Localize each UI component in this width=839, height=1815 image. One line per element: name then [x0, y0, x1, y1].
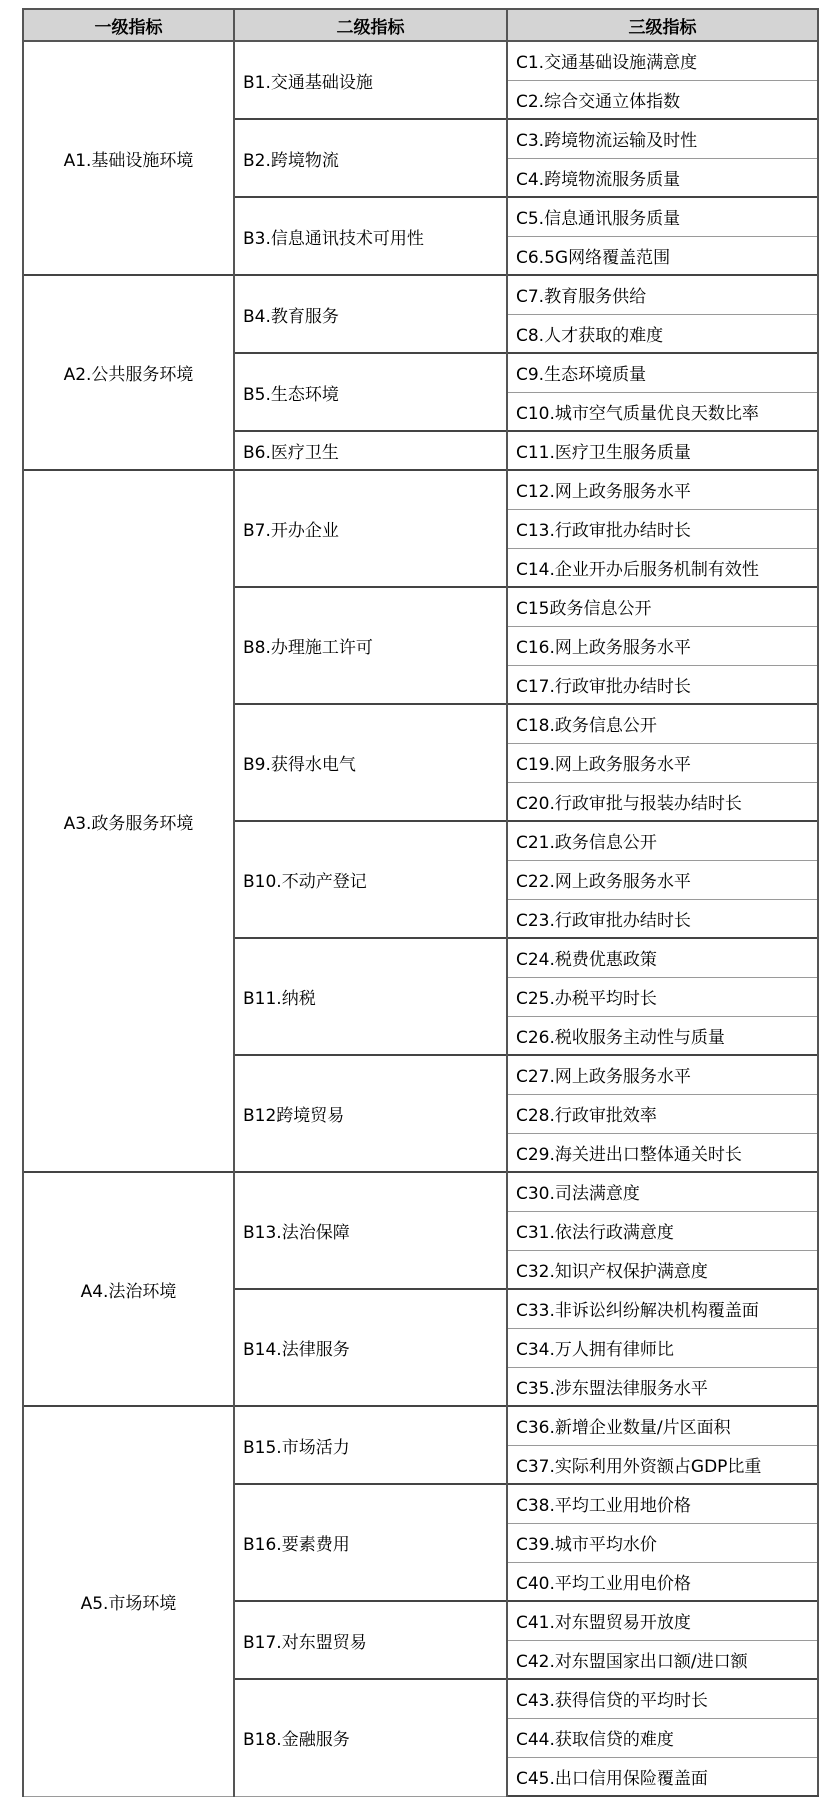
level-3-indicator: C44.获取信贷的难度: [507, 1718, 818, 1757]
level-3-indicator: C20.行政审批与报装办结时长: [507, 782, 818, 821]
level-2-indicator: B11.纳税: [234, 938, 507, 1055]
level-3-indicator: C17.行政审批办结时长: [507, 665, 818, 704]
level-2-indicator: B14.法律服务: [234, 1289, 507, 1406]
level-2-indicator: B12跨境贸易: [234, 1055, 507, 1172]
header-row: [23, 9, 818, 41]
level-3-indicator: C13.行政审批办结时长: [507, 509, 818, 548]
level-3-indicator: C14.企业开办后服务机制有效性: [507, 548, 818, 587]
table-body: [23, 41, 818, 1796]
level-3-indicator: C32.知识产权保护满意度: [507, 1250, 818, 1289]
level-1-indicator: A1.基础设施环境: [23, 41, 234, 275]
level-3-indicator: C35.涉东盟法律服务水平: [507, 1367, 818, 1406]
level-2-indicator: B4.教育服务: [234, 275, 507, 353]
level-3-indicator: C6.5G网络覆盖范围: [507, 236, 818, 275]
level-3-indicator: C39.城市平均水价: [507, 1523, 818, 1562]
level-2-indicator: B2.跨境物流: [234, 119, 507, 197]
level-3-indicator: C9.生态环境质量: [507, 353, 818, 392]
level-2-indicator: B18.金融服务: [234, 1679, 507, 1796]
level-2-indicator: B13.法治保障: [234, 1172, 507, 1289]
table-row: [23, 1172, 818, 1211]
level-3-indicator: C15政务信息公开: [507, 587, 818, 626]
level-2-indicator: B16.要素费用: [234, 1484, 507, 1601]
level-3-indicator: C1.交通基础设施满意度: [507, 41, 818, 80]
level-3-indicator: C30.司法满意度: [507, 1172, 818, 1211]
level-3-indicator: C12.网上政务服务水平: [507, 470, 818, 509]
table-row: [23, 41, 818, 80]
level-3-indicator: C8.人才获取的难度: [507, 314, 818, 353]
level-2-indicator: B17.对东盟贸易: [234, 1601, 507, 1679]
level-3-indicator: C38.平均工业用地价格: [507, 1484, 818, 1523]
level-3-indicator: C31.依法行政满意度: [507, 1211, 818, 1250]
level-3-indicator: C5.信息通讯服务质量: [507, 197, 818, 236]
level-3-indicator: C40.平均工业用电价格: [507, 1562, 818, 1601]
level-2-indicator: B10.不动产登记: [234, 821, 507, 938]
level-3-indicator: C26.税收服务主动性与质量: [507, 1016, 818, 1055]
table-row: [23, 1406, 818, 1445]
header-level-2: 二级指标: [234, 9, 507, 41]
level-3-indicator: C16.网上政务服务水平: [507, 626, 818, 665]
header-level-1: 一级指标: [23, 9, 234, 41]
level-3-indicator: C19.网上政务服务水平: [507, 743, 818, 782]
level-2-indicator: B1.交通基础设施: [234, 41, 507, 119]
level-2-indicator: B6.医疗卫生: [234, 431, 507, 470]
level-3-indicator: C23.行政审批办结时长: [507, 899, 818, 938]
level-2-indicator: B15.市场活力: [234, 1406, 507, 1484]
level-1-indicator: A2.公共服务环境: [23, 275, 234, 470]
level-3-indicator: C36.新增企业数量/片区面积: [507, 1406, 818, 1445]
table-row: [23, 275, 818, 314]
level-3-indicator: C11.医疗卫生服务质量: [507, 431, 818, 470]
level-3-indicator: C28.行政审批效率: [507, 1094, 818, 1133]
header-level-3: 三级指标: [507, 9, 818, 41]
level-2-indicator: B9.获得水电气: [234, 704, 507, 821]
level-1-indicator: A5.市场环境: [23, 1406, 234, 1796]
level-3-indicator: C21.政务信息公开: [507, 821, 818, 860]
level-3-indicator: C41.对东盟贸易开放度: [507, 1601, 818, 1640]
level-1-indicator: A3.政务服务环境: [23, 470, 234, 1172]
level-2-indicator: B8.办理施工许可: [234, 587, 507, 704]
level-3-indicator: C33.非诉讼纠纷解决机构覆盖面: [507, 1289, 818, 1328]
level-3-indicator: C4.跨境物流服务质量: [507, 158, 818, 197]
level-3-indicator: C3.跨境物流运输及时性: [507, 119, 818, 158]
level-3-indicator: C18.政务信息公开: [507, 704, 818, 743]
level-3-indicator: C10.城市空气质量优良天数比率: [507, 392, 818, 431]
level-3-indicator: C29.海关进出口整体通关时长: [507, 1133, 818, 1172]
level-3-indicator: C42.对东盟国家出口额/进口额: [507, 1640, 818, 1679]
level-3-indicator: C27.网上政务服务水平: [507, 1055, 818, 1094]
level-2-indicator: B5.生态环境: [234, 353, 507, 431]
level-3-indicator: C2.综合交通立体指数: [507, 80, 818, 119]
level-1-indicator: A4.法治环境: [23, 1172, 234, 1406]
level-3-indicator: C37.实际利用外资额占GDP比重: [507, 1445, 818, 1484]
level-3-indicator: C34.万人拥有律师比: [507, 1328, 818, 1367]
table-row: [23, 470, 818, 509]
level-3-indicator: C25.办税平均时长: [507, 977, 818, 1016]
level-2-indicator: B7.开办企业: [234, 470, 507, 587]
level-3-indicator: C22.网上政务服务水平: [507, 860, 818, 899]
level-3-indicator: C24.税费优惠政策: [507, 938, 818, 977]
level-3-indicator: C7.教育服务供给: [507, 275, 818, 314]
level-3-indicator: C45.出口信用保险覆盖面: [507, 1757, 818, 1796]
indicator-table: [22, 8, 819, 1797]
level-2-indicator: B3.信息通讯技术可用性: [234, 197, 507, 275]
level-3-indicator: C43.获得信贷的平均时长: [507, 1679, 818, 1718]
